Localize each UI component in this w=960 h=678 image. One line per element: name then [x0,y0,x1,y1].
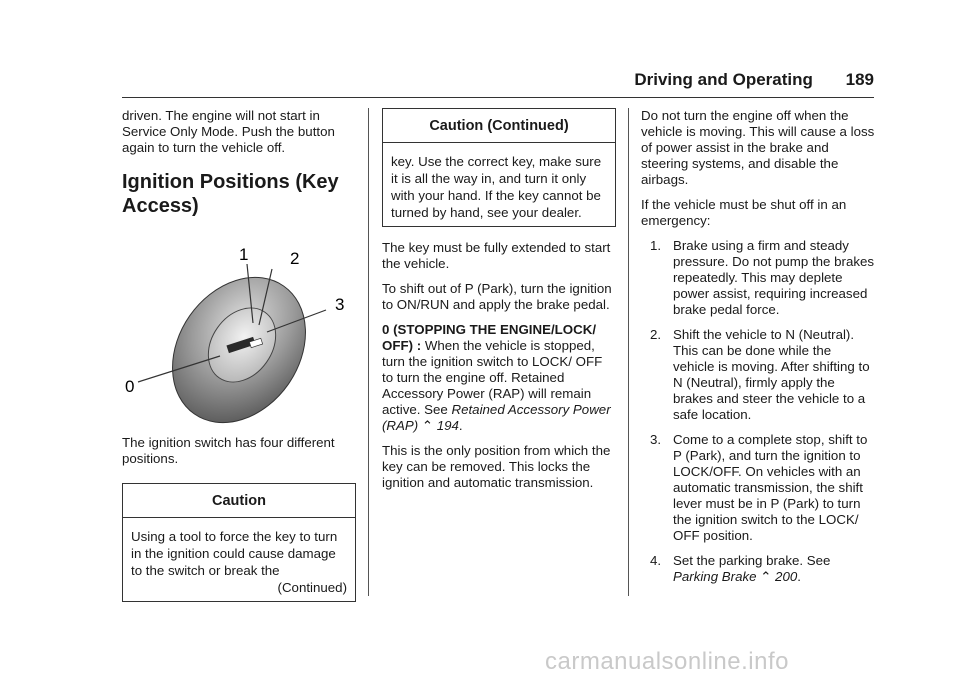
section-title: Driving and Operating [634,70,813,89]
rap-page-ref: ⌃ 194 [418,418,459,433]
list-item: 1. Brake using a firm and steady pressure. Do not pump the brakes repeatedly. This may deplete power assist, requiring increased brake pedal force. [650,238,875,317]
caution-continued-body: key. Use the correct key, make sure it is all the way in, and turn it only with your hand. If the key cannot be turned by hand, see your dealer. [391,154,602,220]
caution-continued-box [382,108,616,227]
column-divider-1 [368,108,369,596]
column-3 [641,108,875,594]
page-header [0,70,874,90]
positions-paragraph: The ignition switch has four different positions. [122,435,335,466]
list-item: 4. Set the parking brake. See Parking Brake ⌃ 200. [650,553,831,584]
ignition-switch-illustration [122,222,356,427]
emergency-steps-list [641,238,875,585]
key-extended-paragraph: The key must be fully extended to start the vehicle. [382,240,611,271]
shift-out-paragraph: To shift out of P (Park), turn the ignition to ON/RUN and apply the brake pedal. [382,281,612,312]
caution-body [123,518,355,601]
caution-continued-title: Caution (Continued) [383,109,615,143]
stopping-engine-term: 0 (STOPPING THE ENGINE/LOCK/ OFF) : [382,322,597,353]
engine-off-warning-paragraph: Do not turn the engine off when the vehicle is moving. This will cause a loss of power assist in the brake and steering systems, and disable the airbags. [641,108,875,187]
rap-link[interactable]: Retained Accessory Power (RAP) [382,402,611,433]
caution-text: Using a tool to force the key to turn in the ignition could cause damage to the switch or break the [131,529,338,578]
position-label-3: 3 [335,295,345,314]
section-heading: Ignition Positions (Key Access) [122,171,339,217]
position-label-0: 0 [125,377,135,396]
emergency-intro-paragraph: If the vehicle must be shut off in an emergency: [641,197,847,228]
position-label-2: 2 [290,249,300,268]
caution-title: Caution [123,484,355,518]
position-label-1: 1 [239,245,249,264]
stopping-engine-paragraph: 0 (STOPPING THE ENGINE/LOCK/ OFF) : When the vehicle is stopped, turn the ignition switch to LOCK/ OFF to turn the engine off. Retained Accessory Power (RAP) will remain active. See Retained Accessory Power (RAP) ⌃ 194. [382,322,611,433]
key-removal-paragraph: This is the only position from which the key can be removed. This locks the ignition and automatic transmission. [382,443,611,490]
list-item: 3. Come to a complete stop, shift to P (Park), and turn the ignition to LOCK/OFF. On vehicles with an automatic transmission, the shift lever must be in P (Park) to turn the ignition switch to the LOCK/ OFF position. [650,432,868,543]
watermark: carmanualsonline.info [545,648,789,675]
header-rule [122,97,874,98]
parking-brake-page-ref: ⌃ 200 [756,569,798,584]
column-divider-2 [628,108,629,596]
page-number: 189 [845,70,874,89]
continued-label: (Continued) [277,580,347,595]
ignition-figure [122,222,356,427]
column-2 [382,108,616,500]
parking-brake-link[interactable]: Parking Brake [673,569,757,584]
list-item: 2. Shift the vehicle to N (Neutral). This can be done while the vehicle is moving. After shifting to N (Neutral), firmly apply the brakes and steer the vehicle to a safe location. [650,327,870,422]
caution-box [122,483,356,602]
intro-paragraph: driven. The engine will not start in Service Only Mode. Push the button again to turn the vehicle off. [122,108,335,155]
column-1 [122,108,356,602]
